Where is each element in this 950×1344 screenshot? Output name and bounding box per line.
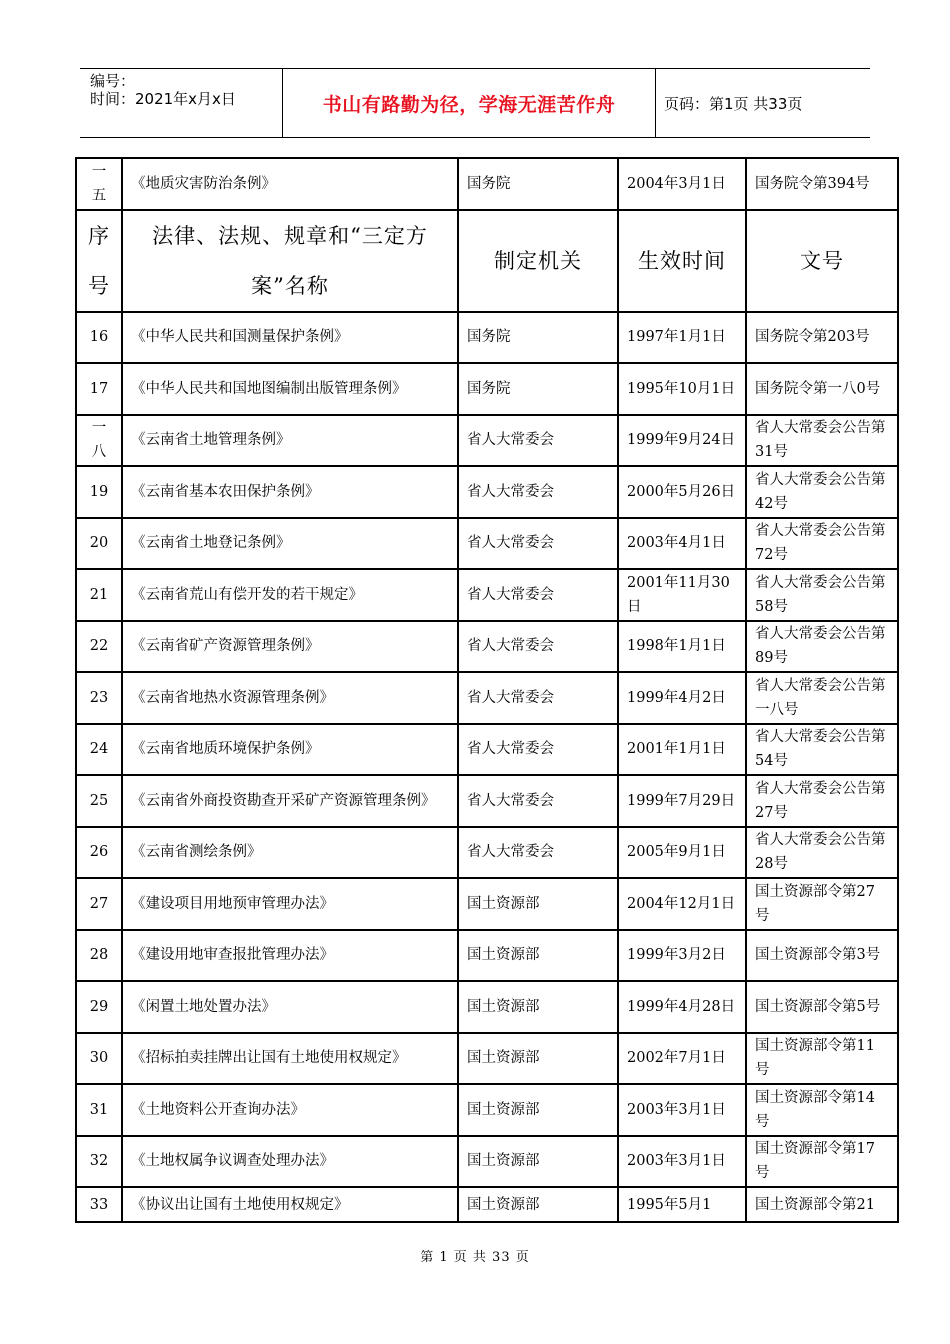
name-cell: 《云南省地质环境保护条例》 [122,724,458,776]
date-cell: 1995年10月1日 [618,363,746,415]
table-row [76,1136,898,1188]
table-header-row [76,210,898,312]
header-meta [80,69,282,137]
seq-vertical-char: 五 [91,187,107,204]
date-cell: 2005年9月1日 [618,827,746,879]
date-cell: 2001年1月1日 [618,724,746,776]
table-row [76,1033,898,1085]
seq-cell [76,415,122,467]
name-cell: 《土地权属争议调查处理办法》 [122,1136,458,1188]
doc-number-cell: 国土资源部令第3号 [746,930,898,982]
table-row [76,569,898,621]
authority-cell: 省人大常委会 [458,415,618,467]
authority-cell: 省人大常委会 [458,775,618,827]
authority-cell: 省人大常委会 [458,621,618,673]
authority-cell: 省人大常委会 [458,466,618,518]
authority-cell: 国务院 [458,158,618,210]
doc-number-cell: 省人大常委会公告第89号 [746,621,898,673]
page-header [80,68,870,138]
authority-cell: 国务院 [458,363,618,415]
date-cell: 1999年9月24日 [618,415,746,467]
seq-cell: 26 [76,827,122,879]
seq-cell: 17 [76,363,122,415]
table-row [76,621,898,673]
header-motto-cell [282,69,656,137]
name-cell: 《土地资料公开查询办法》 [122,1084,458,1136]
page-footer: 第 1 页 共 33 页 [420,1250,530,1265]
seq-cell: 22 [76,621,122,673]
name-cell: 《云南省荒山有偿开发的若干规定》 [122,569,458,621]
seq-vertical-char: 八 [91,444,107,461]
doc-number-cell: 国土资源部令第11号 [746,1033,898,1085]
date-cell: 1999年7月29日 [618,775,746,827]
table-row [76,878,898,930]
table-row [76,518,898,570]
name-cell: 《云南省地热水资源管理条例》 [122,672,458,724]
date-cell: 2004年3月1日 [618,158,746,210]
table-row [76,466,898,518]
seq-cell: 23 [76,672,122,724]
table-row [76,827,898,879]
number-label: 编号： [90,72,136,90]
date-cell: 2003年4月1日 [618,518,746,570]
seq-cell: 33 [76,1187,122,1222]
name-cell: 《建设项目用地预审管理办法》 [122,878,458,930]
authority-cell: 省人大常委会 [458,827,618,879]
authority-cell: 国土资源部 [458,981,618,1033]
date-cell: 1995年5月1 [618,1187,746,1222]
name-cell: 《云南省测绘条例》 [122,827,458,879]
table-row [76,930,898,982]
doc-number-cell: 国务院令第一八0号 [746,363,898,415]
date-cell: 1998年1月1日 [618,621,746,673]
seq-cell: 25 [76,775,122,827]
name-cell: 《云南省土地管理条例》 [122,415,458,467]
seq-cell: 20 [76,518,122,570]
doc-number-cell: 国土资源部令第27号 [746,878,898,930]
date-cell: 1999年4月28日 [618,981,746,1033]
table-row [76,981,898,1033]
doc-number-cell: 国务院令第203号 [746,312,898,364]
doc-number-cell: 省人大常委会公告第72号 [746,518,898,570]
seq-cell: 31 [76,1084,122,1136]
seq-cell [76,158,122,210]
column-header-name: 法律、法规、规章和“三定方案”名称 [122,210,458,312]
name-cell: 《地质灾害防治条例》 [122,158,458,210]
authority-cell: 国土资源部 [458,1084,618,1136]
table-row [76,312,898,364]
date-cell: 1999年3月2日 [618,930,746,982]
doc-number-cell: 国土资源部令第5号 [746,981,898,1033]
date-cell: 2000年5月26日 [618,466,746,518]
date-cell: 2003年3月1日 [618,1084,746,1136]
doc-number-cell: 省人大常委会公告第一八号 [746,672,898,724]
date-cell: 1997年1月1日 [618,312,746,364]
authority-cell: 国土资源部 [458,930,618,982]
doc-number-cell: 国务院令第394号 [746,158,898,210]
doc-number-cell: 国土资源部令第14号 [746,1084,898,1136]
authority-cell: 国土资源部 [458,1187,618,1222]
seq-vertical-char: 一 [91,163,107,180]
table-row [76,415,898,467]
table-row [76,158,898,210]
seq-cell: 28 [76,930,122,982]
table-row [76,363,898,415]
seq-cell: 29 [76,981,122,1033]
column-header-seq: 序号 [76,210,122,312]
seq-cell: 16 [76,312,122,364]
doc-number-cell: 省人大常委会公告第58号 [746,569,898,621]
laws-table [75,157,899,1223]
doc-number-cell: 国土资源部令第17号 [746,1136,898,1188]
column-header-date: 生效时间 [618,210,746,312]
name-cell: 《协议出让国有土地使用权规定》 [122,1187,458,1222]
column-header-authority: 制定机关 [458,210,618,312]
date-cell: 2002年7月1日 [618,1033,746,1085]
authority-cell: 国土资源部 [458,1136,618,1188]
seq-vertical-char: 一 [91,420,107,437]
doc-number-cell: 省人大常委会公告第31号 [746,415,898,467]
name-cell: 《云南省矿产资源管理条例》 [122,621,458,673]
authority-cell: 国土资源部 [458,1033,618,1085]
seq-cell: 21 [76,569,122,621]
doc-number-cell: 国土资源部令第21 [746,1187,898,1222]
time-label: 时间：2021年x月x日 [90,90,236,108]
seq-cell: 32 [76,1136,122,1188]
header-page-cell [656,69,870,137]
name-cell: 《云南省外商投资勘查开采矿产资源管理条例》 [122,775,458,827]
page-label: 页码：第1页 共33页 [664,94,803,113]
authority-cell: 省人大常委会 [458,518,618,570]
table-row [76,724,898,776]
authority-cell: 国务院 [458,312,618,364]
authority-cell: 省人大常委会 [458,672,618,724]
date-cell: 1999年4月2日 [618,672,746,724]
table-row [76,1084,898,1136]
date-cell: 2001年11月30日 [618,569,746,621]
doc-number-cell: 省人大常委会公告第27号 [746,775,898,827]
date-cell: 2004年12月1日 [618,878,746,930]
authority-cell: 省人大常委会 [458,724,618,776]
doc-number-cell: 省人大常委会公告第54号 [746,724,898,776]
doc-number-cell: 省人大常委会公告第28号 [746,827,898,879]
table-row [76,775,898,827]
doc-number-cell: 省人大常委会公告第42号 [746,466,898,518]
name-cell: 《建设用地审查报批管理办法》 [122,930,458,982]
motto-text: 书山有路勤为径，学海无涯苦作舟 [322,93,616,116]
name-cell: 《云南省基本农田保护条例》 [122,466,458,518]
column-header-doc-number: 文号 [746,210,898,312]
seq-cell: 30 [76,1033,122,1085]
seq-cell: 27 [76,878,122,930]
name-cell: 《中华人民共和国测量保护条例》 [122,312,458,364]
authority-cell: 国土资源部 [458,878,618,930]
name-cell: 《招标拍卖挂牌出让国有土地使用权规定》 [122,1033,458,1085]
name-cell: 《中华人民共和国地图编制出版管理条例》 [122,363,458,415]
authority-cell: 省人大常委会 [458,569,618,621]
name-cell: 《云南省土地登记条例》 [122,518,458,570]
seq-cell: 19 [76,466,122,518]
table-row [76,1187,898,1222]
name-cell: 《闲置土地处置办法》 [122,981,458,1033]
table-row [76,672,898,724]
date-cell: 2003年3月1日 [618,1136,746,1188]
seq-cell: 24 [76,724,122,776]
